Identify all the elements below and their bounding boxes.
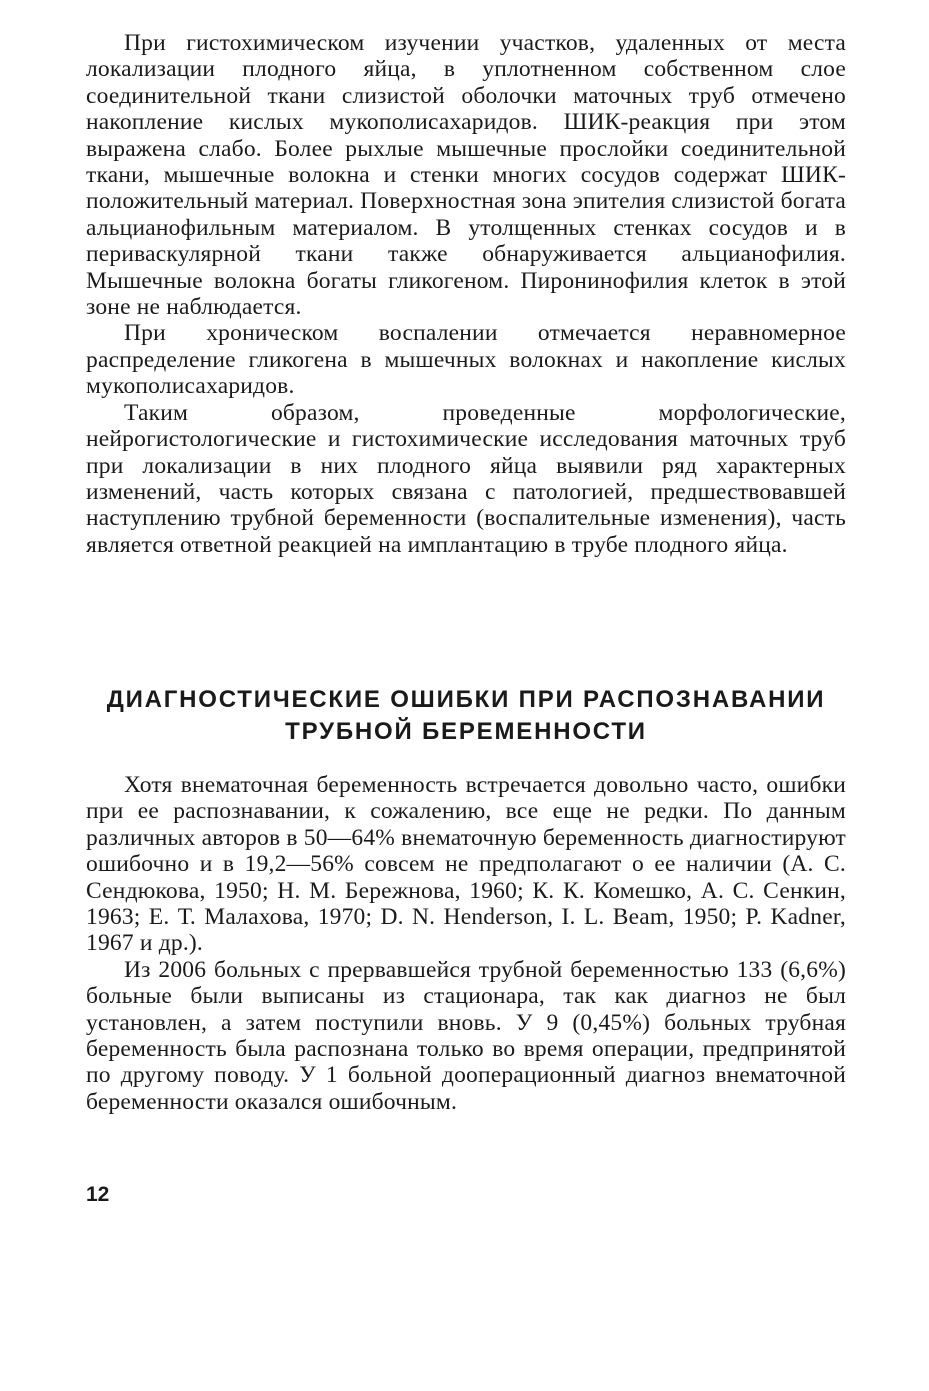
paragraph-histochemistry: При гистохимическом изучении участков, удаленных от места локализации плодного яйца, в уплотненном собственном слое соединительной ткани слизистой оболочки маточных труб отмечено накопление кислых мукополисахаридов. ШИК-реакция при этом выражена слабо. Более рыхлые мышечные прослойки соединительной ткани, мышечные волокна и стенки многих сосудов содержат ШИК-положительный материал. Поверхностная зона эпителия слизистой богата альцианофильным материалом. В утолщенных стенках сосудов и в периваскулярной ткани также обнаруживается альцианофилия. Мышечные волокна богаты гликогеном. Пиронинофилия клеток в этой зоне не наблюдается.: [86, 30, 846, 321]
paragraph-diagnostic-errors: Хотя внематочная беременность встречается довольно часто, ошибки при ее распознавании, к сожалению, все еще не редки. По данным различных авторов в 50—64% внематочную беременность диагностируют ошибочно и в 19,2—56% совсем не предполагают о ее наличии (А. С. Сендюкова, 1950; Н. М. Бережнова, 1960; К. К. Комешко, А. С. Сенкин, 1963; Е. Т. Малахова, 1970; D. N. Henderson, I. L. Beam, 1950; P. Kadner, 1967 и др.).: [86, 772, 846, 957]
paragraph-chronic-inflammation: При хроническом воспалении отмечается неравномерное распределение гликогена в мышечных волокнах и накопление кислых мукополисахаридов.: [86, 320, 846, 400]
section-heading-line-2: ТРУБНОЙ БЕРЕМЕННОСТИ: [285, 718, 647, 745]
section-heading: [86, 684, 846, 748]
section-heading-line-1: ДИАГНОСТИЧЕСКИЕ ОШИБКИ ПРИ РАСПОЗНАВАНИИ: [106, 686, 826, 713]
body-text-section-2: [86, 772, 846, 1115]
paragraph-patient-statistics: Из 2006 больных с прервавшейся трубной беременностью 133 (6,6%) больные были выписаны из стационара, так как диагноз не был установлен, а затем поступили вновь. У 9 (0,45%) больных трубная беременность была распознана только во время операции, предпринятой по другому поводу. У 1 больной дооперационный диагноз внематочной беременности оказался ошибочным.: [86, 956, 846, 1115]
page-number: 12: [86, 1183, 110, 1206]
body-text-section-1: [86, 30, 846, 558]
paragraph-conclusion: Таким образом, проведенные морфологические, нейрогистологические и гистохимические исследования маточных труб при локализации в них плодного яйца выявили ряд характерных изменений, часть которых связана с патологией, предшествовавшей наступлению трубной беременности (воспалительные изменения), часть является ответной реакцией на имплантацию в трубе плодного яйца.: [86, 399, 846, 558]
